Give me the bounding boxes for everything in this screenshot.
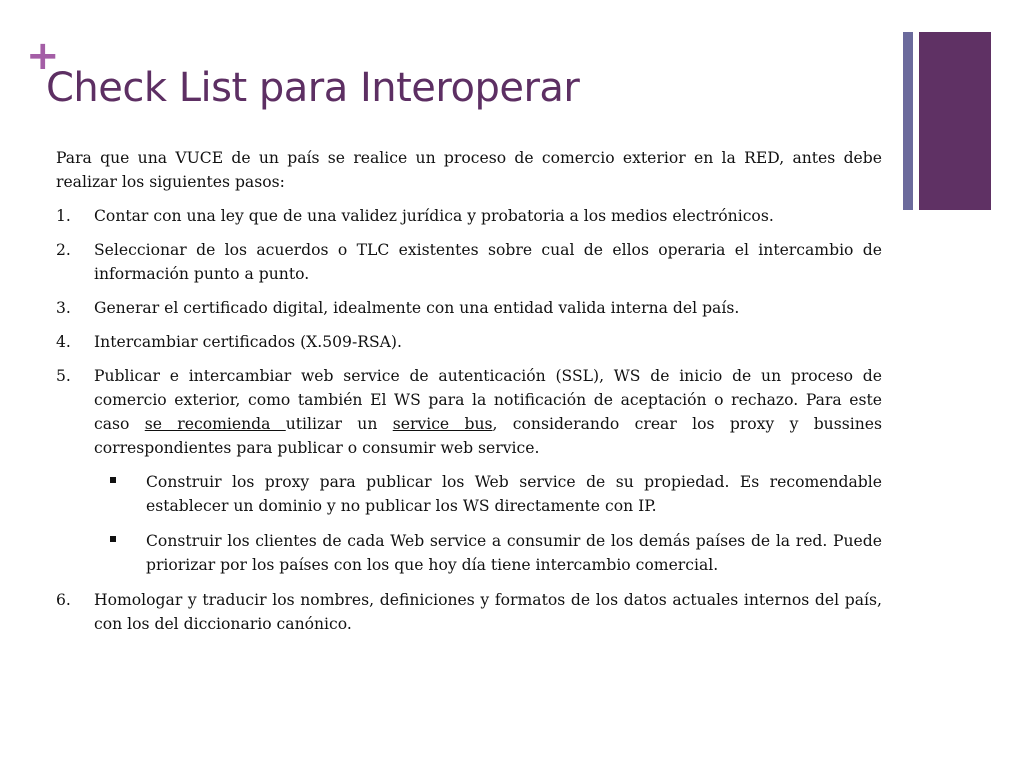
sub-item-1 xyxy=(56,470,882,518)
step-1 xyxy=(56,204,882,228)
plus-icon: + xyxy=(26,33,60,79)
underlined-phrase: service bus xyxy=(392,415,493,433)
decorative-bar-wide xyxy=(919,32,991,210)
step-text: Homologar y traducir los nombres, definiciones y formatos de los datos actuales internos del país, con los del diccionario canónico. xyxy=(94,591,882,633)
slide-body xyxy=(56,146,882,646)
step-4 xyxy=(56,330,882,354)
step-2 xyxy=(56,238,882,286)
step-text: Intercambiar certificados (X.509-RSA). xyxy=(94,333,402,351)
step-text-part: , considerando crear los proxy y bussines correspondientes para publicar o consumir web service. xyxy=(94,415,882,457)
step-text: Contar con una ley que de una validez jurídica y probatoria a los medios electrónicos. xyxy=(94,207,774,225)
step-number: 1. xyxy=(56,207,71,225)
step-number: 5. xyxy=(56,367,71,385)
decorative-bar-thin xyxy=(903,32,913,210)
square-bullet-icon xyxy=(110,536,116,542)
intro-paragraph: Para que una VUCE de un país se realice un proceso de comercio exterior en la RED, antes debe realizar los siguientes pasos: xyxy=(56,149,882,191)
sub-item-2 xyxy=(56,529,882,577)
step-3 xyxy=(56,296,882,320)
step-text xyxy=(94,367,882,457)
slide-title: Check List para Interoperar xyxy=(46,65,580,111)
sub-item-text: Construir los clientes de cada Web service a consumir de los demás países de la red. Puede priorizar por los países con los que hoy día tiene intercambio comercial. xyxy=(146,532,882,574)
step-number: 2. xyxy=(56,241,71,259)
step-6 xyxy=(56,588,882,636)
underlined-phrase: se recomienda xyxy=(144,415,286,433)
step-text: Seleccionar de los acuerdos o TLC existentes sobre cual de ellos operaria el intercambio de información punto a punto. xyxy=(94,241,882,283)
step-5 xyxy=(56,364,882,460)
step-number: 6. xyxy=(56,591,71,609)
step-text-part: Publicar e intercambiar web service de autenticación (SSL), WS de inicio de un proceso de comercio exterior, como también El WS para la notificación de aceptación o rechazo. Para este caso xyxy=(94,367,882,433)
step-text: Generar el certificado digital, idealmente con una entidad valida interna del país. xyxy=(94,299,740,317)
sub-item-text: Construir los proxy para publicar los Web service de su propiedad. Es recomendable establecer un dominio y no publicar los WS directamente con IP. xyxy=(146,473,882,515)
step-text-part: utilizar un xyxy=(285,415,393,433)
step-number: 4. xyxy=(56,333,71,351)
step-number: 3. xyxy=(56,299,71,317)
square-bullet-icon xyxy=(110,477,116,483)
